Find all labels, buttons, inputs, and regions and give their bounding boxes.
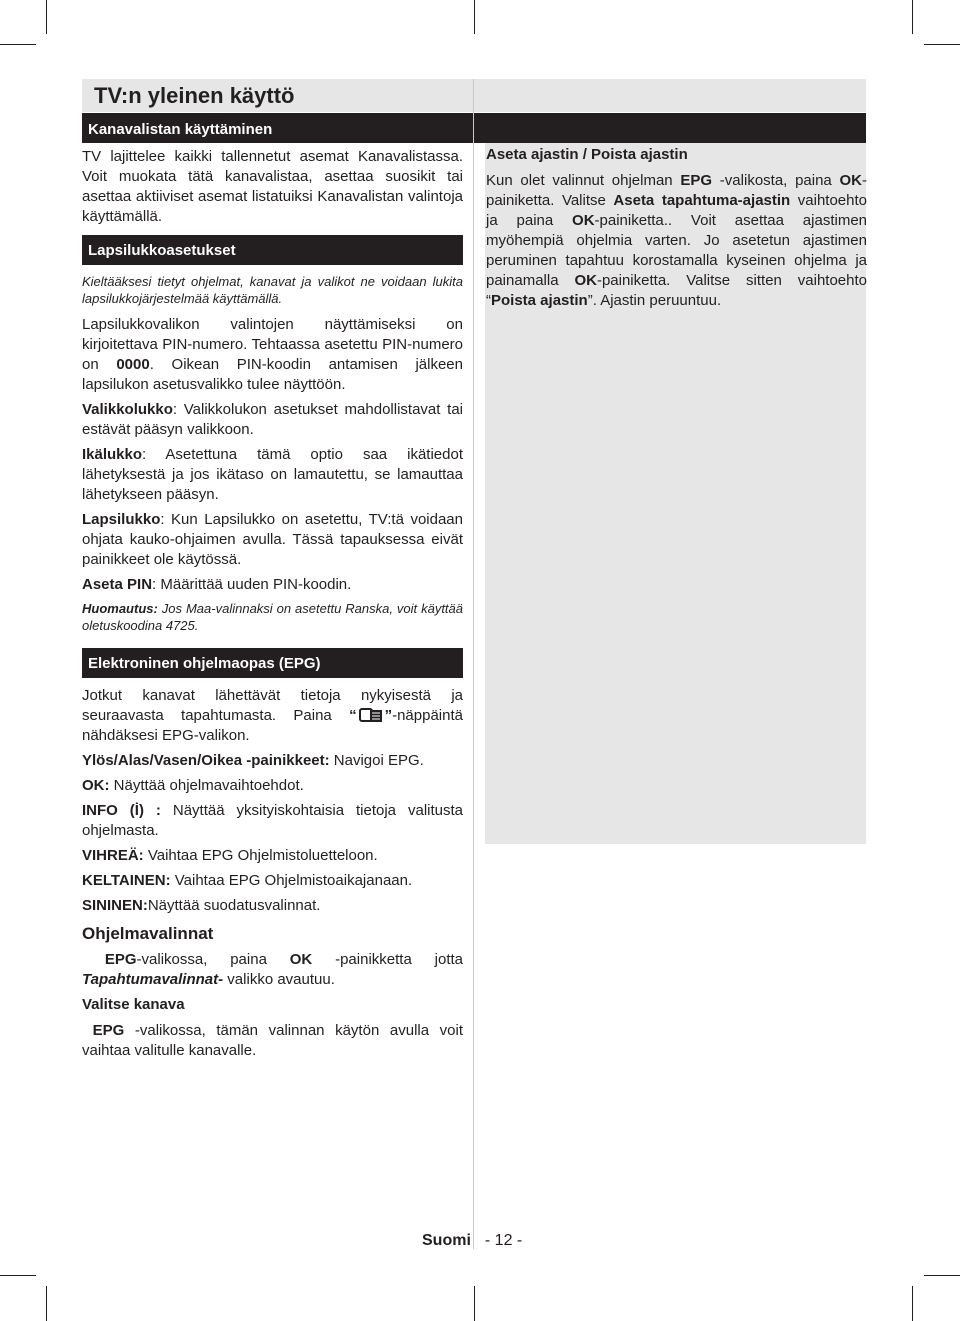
green-text: Vaihtaa EPG Ohjelmistoluetteloon. (143, 847, 378, 864)
timer-heading: Aseta ajastin / Poista ajastin (486, 146, 688, 163)
menu-lock-label: Valikkolukko (82, 401, 173, 418)
po-text-3: valikko avautuu. (223, 971, 335, 988)
pin-text-1: Lapsilukkovalikon valintojen näyttämiseksi on kirjoitettava PIN-numero. Tehtaassa asetettu PIN-numero on (82, 316, 463, 373)
info-paragraph (82, 801, 463, 841)
timer-paragraph (486, 171, 867, 311)
timer-text-3: -painiketta. Valitse (486, 172, 867, 209)
po-menu: Tapahtumavalinnat- (82, 971, 224, 988)
crop-mark (924, 44, 960, 45)
timer-ok-3: OK (574, 272, 597, 289)
quote-open: “ (349, 707, 357, 724)
timer-ok-1: OK (839, 172, 862, 189)
nav-text: Navigoi EPG. (329, 752, 424, 769)
age-lock-paragraph (82, 445, 463, 505)
timer-text-2: -valikosta, paina (712, 172, 840, 189)
set-pin-paragraph (82, 575, 463, 595)
page-footer (422, 1232, 522, 1250)
green-paragraph (82, 846, 463, 866)
age-lock-text: : Asetettuna tämä optio saa ikätiedot lähetyksestä ja jos ikätaso on lamautettu, se lamauttaa lähetykseen pääsyn. (82, 446, 463, 503)
parental-intro: Kieltääksesi tietyt ohjelmat, kanavat ja valikot ne voidaan lukita lapsilukkojärjestelmää käyttämällä. (82, 274, 463, 306)
set-pin-label: Aseta PIN (82, 576, 153, 593)
epg-heading: Elektroninen ohjelmaopas (EPG) (82, 648, 463, 678)
menu-lock-paragraph (82, 400, 463, 440)
timer-remove-option: Poista ajastin (491, 292, 588, 309)
age-lock-label: Ikälukko (82, 446, 143, 463)
crop-mark (0, 44, 36, 45)
column-divider (473, 79, 474, 1249)
child-lock-label: Lapsilukko (82, 511, 161, 528)
parental-heading: Lapsilukkoasetukset (82, 235, 463, 265)
pin-paragraph (82, 315, 463, 395)
info-text: Näyttää yksityiskohtaisia tietoja valitusta ohjelmasta. (82, 802, 464, 839)
po-text-2: -painikketta jotta (312, 951, 463, 968)
timer-ok-2: OK (572, 212, 595, 229)
timer-text-1: Kun olet valinnut ohjelman (486, 172, 681, 189)
channel-list-heading: Kanavalistan käyttäminen (88, 121, 273, 138)
epg-intro (82, 686, 463, 746)
child-lock-text: : Kun Lapsilukko on asetettu, TV:tä voidaan ohjata kauko-ohjaimen avulla. Tässä tapauksessa eivät painikkeet ole käytössä. (82, 511, 463, 568)
timer-text-5: -painiketta.. Voit asettaa ajastimen myöhempiä ohjelmia varten. Jo asetetun ajastimen peruminen tapahtuu korostamalla kyseinen ohjelma ja painamalla (486, 212, 867, 289)
page-number: - 12 - (484, 1232, 523, 1249)
sc-epg: EPG (92, 1022, 125, 1039)
crop-mark (912, 0, 913, 34)
epg-intro-1: Jotkut kanavat lähettävät tietoja nykyisestä ja seuraavasta tapahtumasta. Paina (82, 687, 463, 724)
timer-set-option: Aseta tapahtuma-ajastin (613, 192, 791, 209)
blue-paragraph (82, 896, 463, 916)
footer-language: Suomi (422, 1232, 471, 1249)
page-title: TV:n yleinen käyttö (94, 83, 295, 108)
green-label: VIHREÄ: (82, 847, 144, 864)
crop-mark (0, 1275, 36, 1276)
po-epg: EPG (104, 951, 137, 968)
crop-mark (924, 1275, 960, 1276)
set-pin-text: : Määrittää uuden PIN-koodin. (152, 576, 352, 593)
pin-text-2: . Oikean PIN-koodin antamisen jälkeen lapsilukon asetusvalikko tulee näyttöön. (82, 356, 463, 393)
epg-guide-icon (359, 707, 383, 723)
timer-text-7: ”. Ajastin peruuntuu. (587, 292, 722, 309)
right-column (486, 143, 867, 316)
note-paragraph (82, 600, 463, 634)
channel-list-body: TV lajittelee kaikki tallennetut asemat Kanavalistassa. Voit muokata tätä kanavalistaa, asettaa suosikit tai asettaa aktiiviset asemat listatuiksi Kanavalistan valintoja käyttämällä. (82, 148, 463, 225)
ok-paragraph (82, 776, 463, 796)
left-column (82, 143, 463, 1066)
blue-text: Näyttää suodatusvalinnat. (147, 897, 321, 914)
timer-epg: EPG (680, 172, 713, 189)
note-label: Huomautus: (82, 601, 158, 616)
epg-intro-2: -näppäintä nähdäksesi EPG-valikon. (82, 707, 463, 744)
yellow-paragraph (82, 871, 463, 891)
blue-label: SININEN: (82, 897, 148, 914)
child-lock-paragraph (82, 510, 463, 570)
menu-lock-text: : Valikkolukon asetukset mahdollistavat tai estävät pääsyn valikkoon. (82, 401, 463, 438)
ok-label: OK: (82, 777, 110, 794)
crop-mark (474, 0, 475, 34)
crop-mark (46, 1286, 47, 1321)
nav-label: Ylös/Alas/Vasen/Oikea -painikkeet: (82, 752, 330, 769)
info-label: INFO (İ) : (82, 802, 161, 819)
select-channel-paragraph (82, 1021, 463, 1061)
program-options-heading: Ohjelmavalinnat (82, 924, 214, 943)
sc-text: -valikossa, tämän valinnan käytön avulla voit vaihtaa valitulle kanavalle. (82, 1022, 464, 1059)
program-options-paragraph (82, 950, 463, 990)
select-channel-heading: Valitse kanava (82, 996, 185, 1013)
yellow-label: KELTAINEN: (82, 872, 171, 889)
ok-text: Näyttää ohjelmavaihtoehdot. (109, 777, 304, 794)
po-text-1: -valikossa, paina (136, 951, 290, 968)
crop-mark (474, 1286, 475, 1321)
crop-mark (46, 0, 47, 34)
po-ok: OK (289, 951, 313, 968)
timer-text-6: -painiketta. Valitse sitten vaihtoehto “ (486, 272, 868, 309)
note-text: Jos Maa-valinnaksi on asetettu Ranska, voit käyttää oletuskoodina 4725. (82, 601, 463, 633)
crop-mark (912, 1286, 913, 1321)
yellow-text: Vaihtaa EPG Ohjelmistoaikajanaan. (170, 872, 413, 889)
pin-default: 0000 (116, 356, 150, 373)
timer-text-4: vaihtoehto ja paina (486, 192, 867, 229)
nav-paragraph (82, 751, 463, 771)
quote-close: ” (384, 707, 393, 724)
